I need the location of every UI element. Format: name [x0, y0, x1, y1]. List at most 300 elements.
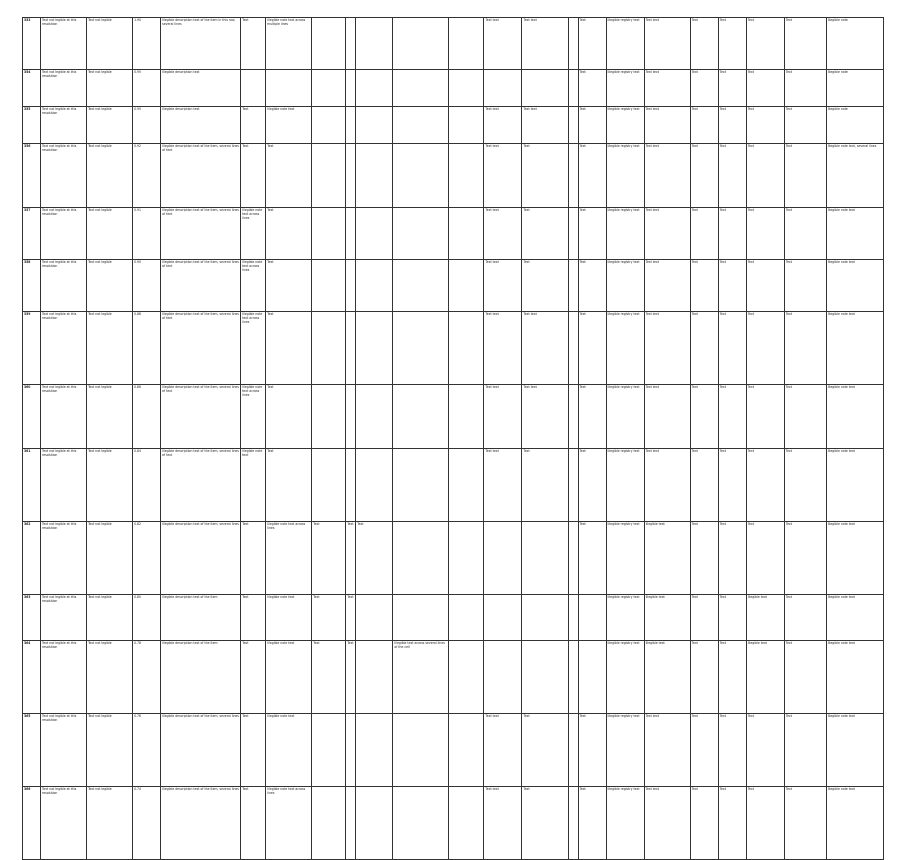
- table-cell: Text not legible: [87, 312, 133, 385]
- table-cell: [449, 449, 484, 522]
- table-cell: Illegible note text: [826, 312, 883, 385]
- table-cell: Text not legible: [87, 260, 133, 312]
- table-row: [23, 641, 884, 714]
- table-cell: Text: [718, 312, 746, 385]
- table-cell: 0.90: [133, 260, 161, 312]
- table-cell: Illegible note text: [826, 522, 883, 595]
- table-cell: Illegible text: [746, 595, 784, 641]
- table-cell: Illegible description text of the item, several lines of text: [161, 312, 241, 385]
- table-cell: Text text: [484, 144, 522, 208]
- table-cell: Illegible registry text: [606, 385, 644, 449]
- table-row: [23, 107, 884, 144]
- table-cell: Text: [522, 260, 568, 312]
- table-cell: Text: [578, 208, 606, 260]
- table-cell: 0.91: [133, 208, 161, 260]
- table-cell: Text: [690, 787, 718, 860]
- table-cell: Illegible note text across lines: [241, 260, 266, 312]
- table-row: [23, 595, 884, 641]
- table-cell: [312, 449, 346, 522]
- table-cell: Text: [718, 107, 746, 144]
- table-cell: Text not legible: [87, 107, 133, 144]
- table-cell: Text not legible at this resolution: [41, 595, 87, 641]
- table-cell: Illegible note text: [266, 595, 312, 641]
- table-cell: [356, 787, 393, 860]
- table-cell: Illegible text: [746, 641, 784, 714]
- table-cell: Text text: [644, 787, 690, 860]
- table-cell: Text: [746, 208, 784, 260]
- table-cell: [484, 641, 522, 714]
- table-cell: [568, 18, 578, 70]
- table-cell: Text: [746, 714, 784, 787]
- table-cell: [346, 787, 356, 860]
- table-cell: Illegible description text of the item, several lines: [161, 787, 241, 860]
- table-cell: Text: [522, 144, 568, 208]
- table-cell: Text not legible: [87, 787, 133, 860]
- table-cell: 0.82: [133, 522, 161, 595]
- table-cell: Text: [784, 522, 826, 595]
- table-cell: Text not legible at this resolution: [41, 522, 87, 595]
- table-row: [23, 144, 884, 208]
- table-cell: Illegible note text: [826, 260, 883, 312]
- table-cell: Text: [266, 208, 312, 260]
- table-cell: Text: [266, 312, 312, 385]
- table-cell: [578, 641, 606, 714]
- table-cell: Illegible description text of the item, several lines of text: [161, 144, 241, 208]
- table-cell: [312, 18, 346, 70]
- table-cell: Illegible note text across lines: [241, 208, 266, 260]
- table-row: [23, 449, 884, 522]
- table-cell: Text not legible: [87, 18, 133, 70]
- table-cell: 366: [23, 787, 41, 860]
- table-cell: Text: [784, 144, 826, 208]
- table-cell: Text: [690, 144, 718, 208]
- table-cell: [568, 787, 578, 860]
- table-cell: Text text: [522, 312, 568, 385]
- table-cell: [568, 260, 578, 312]
- table-cell: [356, 18, 393, 70]
- table-cell: [522, 641, 568, 714]
- table-cell: Text: [718, 208, 746, 260]
- table-cell: Illegible note: [826, 18, 883, 70]
- table-cell: 362: [23, 522, 41, 595]
- table-cell: Text: [690, 595, 718, 641]
- table-cell: [568, 208, 578, 260]
- table-cell: 355: [23, 107, 41, 144]
- table-cell: Text: [746, 18, 784, 70]
- table-cell: Text: [718, 641, 746, 714]
- table-cell: [484, 522, 522, 595]
- table-cell: 361: [23, 449, 41, 522]
- table-cell: Text text: [644, 107, 690, 144]
- table-cell: Text: [718, 595, 746, 641]
- table-cell: Text not legible at this resolution: [41, 107, 87, 144]
- table-cell: Text not legible: [87, 595, 133, 641]
- table-cell: Illegible note text: [266, 641, 312, 714]
- table-cell: Text: [522, 787, 568, 860]
- table-cell: 365: [23, 714, 41, 787]
- table-cell: [449, 260, 484, 312]
- table-row: [23, 385, 884, 449]
- table-cell: Text: [718, 18, 746, 70]
- table-cell: 0.92: [133, 144, 161, 208]
- table-cell: [568, 714, 578, 787]
- table-cell: [522, 70, 568, 107]
- table-cell: Text text: [644, 144, 690, 208]
- table-cell: Text: [718, 714, 746, 787]
- table-cell: Illegible description text of the item: [161, 641, 241, 714]
- table-cell: Text: [784, 107, 826, 144]
- registry-table-scan: [22, 17, 884, 860]
- table-cell: 1.90: [133, 18, 161, 70]
- table-cell: Text: [784, 787, 826, 860]
- table-cell: Illegible registry text: [606, 522, 644, 595]
- table-cell: Illegible registry text: [606, 312, 644, 385]
- table-cell: [449, 522, 484, 595]
- table-cell: Text not legible: [87, 208, 133, 260]
- table-cell: Illegible note text: [826, 449, 883, 522]
- table-cell: Text text: [644, 70, 690, 107]
- table-cell: Text: [522, 208, 568, 260]
- table-cell: [312, 260, 346, 312]
- table-cell: Text: [718, 70, 746, 107]
- table-cell: Text text: [484, 107, 522, 144]
- table-cell: Text not legible at this resolution: [41, 641, 87, 714]
- table-cell: [393, 208, 449, 260]
- table-cell: Text: [578, 70, 606, 107]
- table-cell: Text: [690, 714, 718, 787]
- table-cell: [356, 595, 393, 641]
- table-cell: 0.95: [133, 107, 161, 144]
- table-cell: Text: [241, 522, 266, 595]
- table-cell: [449, 70, 484, 107]
- table-cell: [449, 208, 484, 260]
- table-cell: Illegible description text of the item, several lines of text: [161, 385, 241, 449]
- table-cell: Text: [746, 107, 784, 144]
- table-cell: Illegible registry text: [606, 18, 644, 70]
- table-cell: Text: [690, 312, 718, 385]
- table-cell: [393, 522, 449, 595]
- table-cell: [312, 208, 346, 260]
- table-cell: [356, 260, 393, 312]
- table-cell: [568, 70, 578, 107]
- table-cell: Illegible description text of the item: [161, 595, 241, 641]
- table-cell: [356, 312, 393, 385]
- table-cell: Illegible note text: [826, 385, 883, 449]
- table-cell: Text: [690, 385, 718, 449]
- table-cell: Text not legible at this resolution: [41, 70, 87, 107]
- table-cell: Illegible note text across lines: [241, 385, 266, 449]
- table-cell: [484, 595, 522, 641]
- table-cell: Text: [718, 522, 746, 595]
- table-cell: Text: [578, 18, 606, 70]
- table-cell: [449, 595, 484, 641]
- table-cell: [568, 385, 578, 449]
- table-cell: [356, 208, 393, 260]
- table-cell: Text: [746, 449, 784, 522]
- table-cell: Text: [241, 107, 266, 144]
- table-cell: Text: [522, 449, 568, 522]
- table-cell: Illegible description text of the item, several lines: [161, 522, 241, 595]
- table-cell: [346, 449, 356, 522]
- table-cell: Text: [746, 385, 784, 449]
- table-cell: [241, 70, 266, 107]
- table-cell: Text: [266, 385, 312, 449]
- table-cell: Text text: [484, 449, 522, 522]
- table-cell: Text: [241, 787, 266, 860]
- table-cell: Text: [241, 641, 266, 714]
- table-cell: Text: [690, 107, 718, 144]
- table-cell: [449, 641, 484, 714]
- table-cell: [346, 260, 356, 312]
- table-cell: [346, 714, 356, 787]
- table-cell: [393, 107, 449, 144]
- table-cell: Text: [578, 449, 606, 522]
- table-cell: Text text: [644, 208, 690, 260]
- table-cell: [449, 312, 484, 385]
- table-cell: Text: [718, 787, 746, 860]
- table-cell: [356, 107, 393, 144]
- table-cell: [266, 70, 312, 107]
- table-cell: [393, 714, 449, 787]
- table-cell: Illegible registry text: [606, 208, 644, 260]
- table-cell: Text not legible: [87, 449, 133, 522]
- table-cell: Text not legible: [87, 522, 133, 595]
- table-cell: Text: [784, 641, 826, 714]
- table-cell: [312, 144, 346, 208]
- table-cell: Text: [718, 260, 746, 312]
- table-cell: Illegible note text across lines: [266, 522, 312, 595]
- table-cell: Illegible registry text: [606, 70, 644, 107]
- table-cell: 0.74: [133, 787, 161, 860]
- table-cell: [449, 385, 484, 449]
- table-cell: [568, 595, 578, 641]
- table-cell: [393, 18, 449, 70]
- table-cell: Text: [266, 144, 312, 208]
- table-cell: Text not legible: [87, 385, 133, 449]
- table-cell: Text text: [522, 107, 568, 144]
- table-row: [23, 208, 884, 260]
- table-cell: Text: [346, 641, 356, 714]
- table-cell: 358: [23, 260, 41, 312]
- table-cell: 363: [23, 595, 41, 641]
- table-cell: Text: [241, 595, 266, 641]
- table-cell: Text: [578, 385, 606, 449]
- table-cell: Text: [241, 18, 266, 70]
- table-cell: Text not legible at this resolution: [41, 449, 87, 522]
- table-cell: 354: [23, 70, 41, 107]
- table-cell: Illegible registry text: [606, 595, 644, 641]
- table-cell: Illegible registry text: [606, 260, 644, 312]
- table-cell: Illegible note text: [826, 208, 883, 260]
- table-cell: Text: [690, 641, 718, 714]
- table-cell: Text text: [484, 312, 522, 385]
- table-cell: Illegible description text of the item, several lines of text: [161, 260, 241, 312]
- table-cell: [356, 144, 393, 208]
- table-cell: Illegible description text of the item, several lines of text: [161, 449, 241, 522]
- table-cell: Illegible text: [644, 522, 690, 595]
- table-cell: Text text: [522, 385, 568, 449]
- table-cell: 357: [23, 208, 41, 260]
- table-cell: Illegible description text of the item in this row, several lines: [161, 18, 241, 70]
- table-cell: [346, 107, 356, 144]
- table-cell: [346, 144, 356, 208]
- table-cell: [312, 385, 346, 449]
- table-cell: Text: [784, 449, 826, 522]
- table-cell: Text not legible at this resolution: [41, 312, 87, 385]
- table-cell: Text: [578, 787, 606, 860]
- table-cell: Illegible note text across lines: [266, 787, 312, 860]
- table-cell: Text: [578, 522, 606, 595]
- table-cell: Text: [690, 260, 718, 312]
- table-cell: [356, 449, 393, 522]
- table-cell: Text not legible: [87, 144, 133, 208]
- table-cell: [568, 449, 578, 522]
- table-cell: Text text: [522, 18, 568, 70]
- table-cell: Text: [690, 70, 718, 107]
- table-cell: Text: [356, 522, 393, 595]
- table-cell: Text not legible: [87, 714, 133, 787]
- table-cell: [312, 312, 346, 385]
- table-cell: [393, 449, 449, 522]
- table-cell: [312, 714, 346, 787]
- table-cell: Text: [746, 312, 784, 385]
- table-cell: Illegible registry text: [606, 641, 644, 714]
- table-cell: Text text: [644, 714, 690, 787]
- table-cell: Text: [746, 70, 784, 107]
- table-cell: Text text: [644, 260, 690, 312]
- table-cell: [449, 18, 484, 70]
- table-cell: Illegible text: [644, 641, 690, 714]
- table-cell: [393, 595, 449, 641]
- table-row: [23, 18, 884, 70]
- table-cell: Illegible text: [644, 595, 690, 641]
- table-cell: [393, 385, 449, 449]
- table-cell: Text not legible at this resolution: [41, 144, 87, 208]
- table-cell: Illegible note: [826, 70, 883, 107]
- table-cell: 0.86: [133, 385, 161, 449]
- table-cell: [346, 18, 356, 70]
- table-row: [23, 787, 884, 860]
- table-cell: [568, 641, 578, 714]
- table-cell: Text text: [484, 18, 522, 70]
- table-cell: Text: [746, 260, 784, 312]
- table-cell: 0.80: [133, 595, 161, 641]
- table-cell: Text not legible at this resolution: [41, 714, 87, 787]
- table-cell: 360: [23, 385, 41, 449]
- table-cell: Illegible note: [826, 107, 883, 144]
- table-cell: Text: [312, 595, 346, 641]
- table-cell: [449, 144, 484, 208]
- table-cell: [312, 107, 346, 144]
- table-cell: Text: [784, 260, 826, 312]
- table-cell: [393, 312, 449, 385]
- table-cell: [356, 70, 393, 107]
- table-cell: Text text: [644, 18, 690, 70]
- table-cell: Text text: [484, 714, 522, 787]
- table-cell: Text: [784, 18, 826, 70]
- table-cell: Text text: [644, 449, 690, 522]
- table-cell: Text: [690, 522, 718, 595]
- table-cell: Text: [784, 595, 826, 641]
- table-cell: Text: [690, 18, 718, 70]
- table-cell: Text not legible at this resolution: [41, 787, 87, 860]
- table-cell: Illegible registry text: [606, 787, 644, 860]
- table-cell: Text not legible at this resolution: [41, 208, 87, 260]
- table-cell: Text not legible at this resolution: [41, 260, 87, 312]
- table-cell: Text: [578, 714, 606, 787]
- table-row: [23, 522, 884, 595]
- table-cell: 359: [23, 312, 41, 385]
- table-cell: [393, 70, 449, 107]
- table-cell: Text: [522, 714, 568, 787]
- table-cell: [568, 312, 578, 385]
- table-cell: 0.76: [133, 714, 161, 787]
- table-cell: [449, 107, 484, 144]
- table-cell: Text: [784, 70, 826, 107]
- table-cell: Text: [746, 522, 784, 595]
- table-cell: Text: [578, 260, 606, 312]
- table-cell: Illegible note text: [826, 595, 883, 641]
- table-cell: [449, 787, 484, 860]
- table-cell: Illegible note text: [826, 641, 883, 714]
- table-cell: Text: [346, 595, 356, 641]
- table-cell: Text: [241, 144, 266, 208]
- table-cell: [346, 312, 356, 385]
- table-cell: Illegible note text: [266, 714, 312, 787]
- table-cell: Text text: [644, 312, 690, 385]
- table-cell: Illegible description text of the item, several lines: [161, 714, 241, 787]
- table-cell: Text text: [484, 208, 522, 260]
- table-cell: [568, 522, 578, 595]
- table-cell: [522, 522, 568, 595]
- table-cell: 0.88: [133, 312, 161, 385]
- table-cell: Illegible note text across lines: [241, 312, 266, 385]
- table-cell: Text not legible at this resolution: [41, 18, 87, 70]
- table-cell: [312, 70, 346, 107]
- table-cell: [346, 70, 356, 107]
- table-cell: [356, 714, 393, 787]
- table-cell: Text: [784, 312, 826, 385]
- table-cell: Illegible note text: [826, 714, 883, 787]
- table-cell: Text not legible: [87, 70, 133, 107]
- table-cell: Illegible note text: [266, 107, 312, 144]
- table-cell: Text: [578, 312, 606, 385]
- table-cell: Text: [690, 449, 718, 522]
- table-cell: Text text: [484, 787, 522, 860]
- table-cell: [578, 595, 606, 641]
- table-cell: 364: [23, 641, 41, 714]
- table-cell: Text: [312, 641, 346, 714]
- table-cell: Text: [746, 144, 784, 208]
- table-cell: Text: [718, 144, 746, 208]
- table-cell: Illegible registry text: [606, 107, 644, 144]
- table-cell: Text: [784, 714, 826, 787]
- table-cell: [346, 385, 356, 449]
- table-cell: [312, 787, 346, 860]
- table-cell: Illegible description text: [161, 70, 241, 107]
- table-cell: [522, 595, 568, 641]
- table-cell: [568, 144, 578, 208]
- table-cell: Text: [578, 107, 606, 144]
- table-cell: Illegible registry text: [606, 714, 644, 787]
- table-row: [23, 260, 884, 312]
- table-cell: Illegible registry text: [606, 449, 644, 522]
- table-row: [23, 312, 884, 385]
- table-cell: Text text: [484, 260, 522, 312]
- table-cell: Text: [718, 449, 746, 522]
- table-cell: Text: [718, 385, 746, 449]
- table-cell: Illegible note text: [826, 787, 883, 860]
